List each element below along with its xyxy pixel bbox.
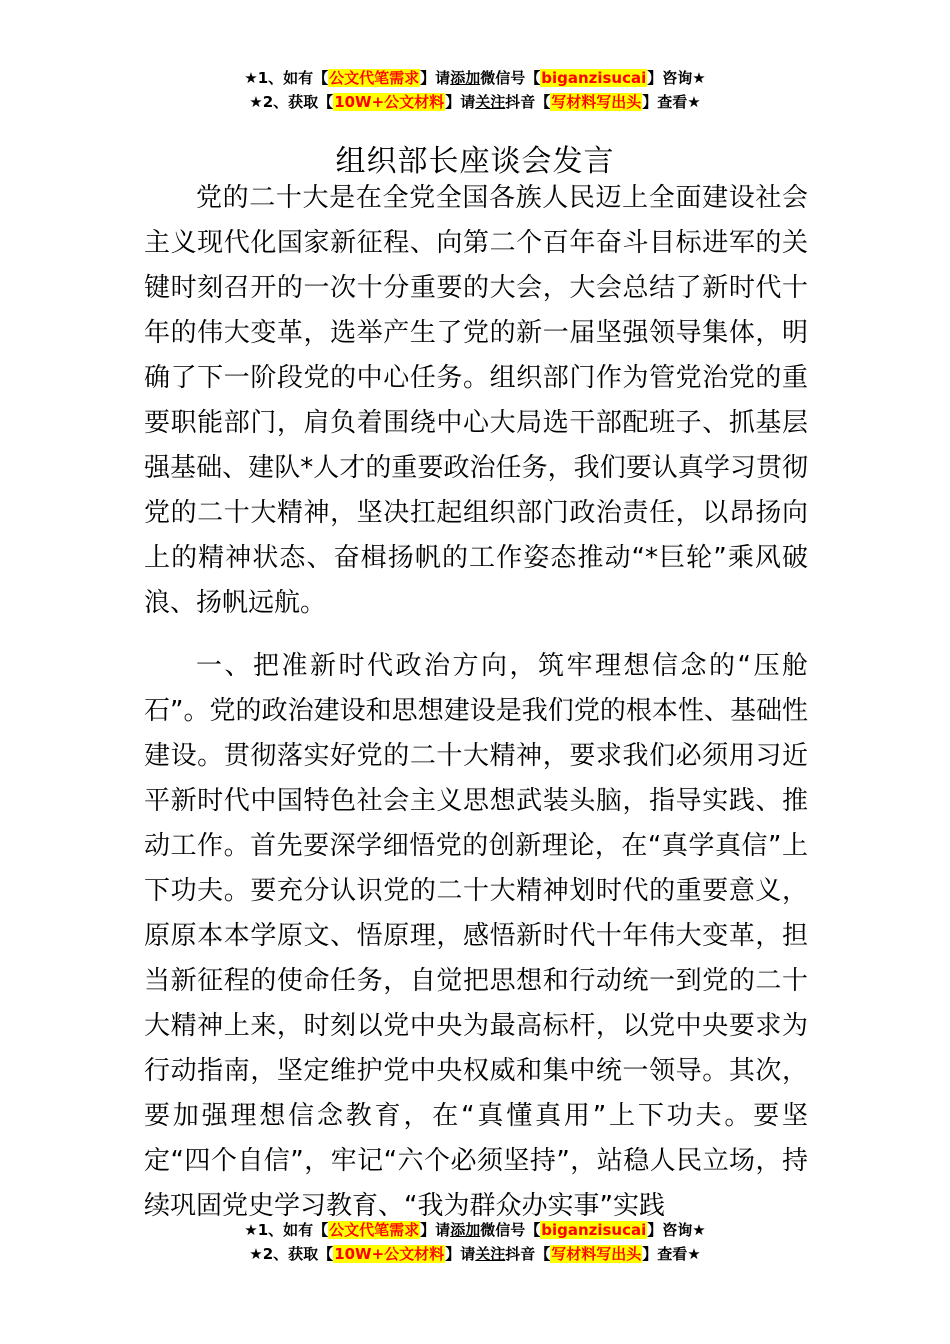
banner-text: 】请 xyxy=(420,69,451,87)
banner-line-1 xyxy=(0,1218,950,1242)
banner-line-2 xyxy=(0,90,950,114)
banner-text: 抖音【 xyxy=(505,1245,551,1263)
highlight-wechat-id: biganzisucai xyxy=(541,1221,647,1239)
banner-text: 微信号【 xyxy=(480,1221,541,1239)
banner-text: 】咨询★ xyxy=(647,69,706,87)
banner-text: 】查看★ xyxy=(642,93,701,111)
banner-line-1 xyxy=(0,66,950,90)
banner-underlined-text: 添加 xyxy=(450,69,481,87)
banner-text: 抖音【 xyxy=(505,93,551,111)
highlight-wechat-id: biganzisucai xyxy=(541,69,647,87)
banner-text: 微信号【 xyxy=(480,69,541,87)
highlight-service: 公文代笔需求 xyxy=(329,1221,420,1239)
banner-underlined-text: 关注 xyxy=(475,1245,506,1263)
banner-text: 】咨询★ xyxy=(647,1221,706,1239)
paragraph: 党的二十大是在全党全国各族人民迈上全面建设社会主义现代化国家新征程、向第二个百年奋斗目标进军的关键时刻召开的一次十分重要的大会，大会总结了新时代十年的伟大变革，选举产生了党的新一届坚强领导集体，明确了下一阶段党的中心任务。组织部门作为管党治党的重要职能部门，肩负着围绕中心大局选干部配班子、抓基层强基础、建队*人才的重要政治任务，我们要认真学习贯彻党的二十大精神，坚决扛起组织部门政治责任，以昂扬向上的精神状态、奋楫扬帆的工作姿态推动“*巨轮”乘风破浪、扬帆远航。 xyxy=(144,183,808,618)
banner-text: 】请 xyxy=(445,93,476,111)
banner-text: 】查看★ xyxy=(642,1245,701,1263)
banner-text: ★1、如有【 xyxy=(244,1221,329,1239)
paragraph: 一、把准新时代政治方向，筑牢理想信念的“压舱石”。党的政治建设和思想建设是我们党的根本性、基础性建设。贯彻落实好党的二十大精神，要求我们必须用习近平新时代中国特色社会主义思想武装头脑，指导实践、推动工作。首先要深学细悟党的创新理论，在“真学真信”上下功夫。要充分认识党的二十大精神划时代的重要意义，原原本本学原文、悟原理，感悟新时代十年伟大变革，担当新征程的使命任务，自觉把思想和行动统一到党的二十大精神上来，时刻以党中央为最高标杆，以党中央要求为行动指南，坚定维护党中央权威和集中统一领导。其次，要加强理想信念教育，在“真懂真用”上下功夫。要坚定“四个自信”，牢记“六个必须坚持”，站稳人民立场，持续巩固党史学习教育、“我为群众办实事”实践 xyxy=(144,651,808,1221)
footer-banner xyxy=(0,1218,950,1266)
banner-text: ★2、获取【 xyxy=(249,93,334,111)
banner-underlined-text: 关注 xyxy=(475,93,506,111)
banner-text: 】请 xyxy=(420,1221,451,1239)
highlight-douyin-id: 写材料写出头 xyxy=(551,93,642,111)
document-title: 组织部长座谈会发言 xyxy=(335,144,615,180)
highlight-douyin-id: 写材料写出头 xyxy=(551,1245,642,1263)
banner-underlined-text: 添加 xyxy=(450,1221,481,1239)
document-body xyxy=(144,176,808,1229)
banner-line-2 xyxy=(0,1242,950,1266)
highlight-materials: 10W+公文材料 xyxy=(334,93,445,111)
highlight-service: 公文代笔需求 xyxy=(329,69,420,87)
banner-text: ★2、获取【 xyxy=(249,1245,334,1263)
banner-text: ★1、如有【 xyxy=(244,69,329,87)
header-banner xyxy=(0,66,950,114)
banner-text: 】请 xyxy=(445,1245,476,1263)
highlight-materials: 10W+公文材料 xyxy=(334,1245,445,1263)
